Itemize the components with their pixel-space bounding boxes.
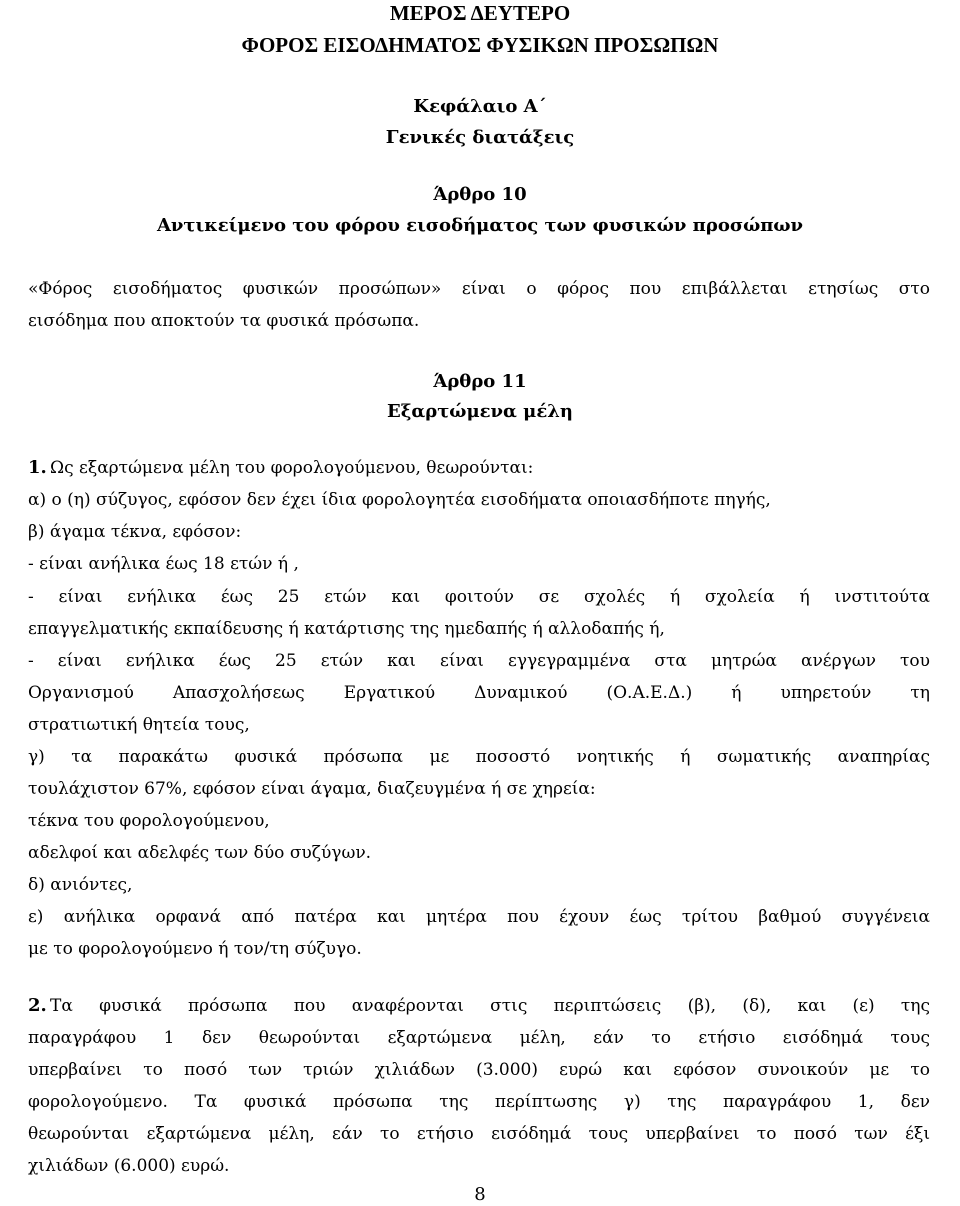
part-heading: ΜΕΡΟΣ ΔΕΥΤΕΡΟ — [389, 1, 571, 25]
paragraph-line: β) άγαμα τέκνα, εφόσον: — [28, 522, 242, 542]
article-11-number: Άρθρο 11 — [433, 371, 527, 392]
chapter-title: Γενικές διατάξεις — [385, 127, 575, 148]
paragraph-line: - είναι ενήλικα έως 25 ετών και είναι εγγεγραμμένα στα μητρώα ανέργων του — [28, 651, 930, 671]
paragraph-line: επαγγελματικής εκπαίδευσης ή κατάρτισης της ημεδαπής ή αλλοδαπής ή, — [28, 619, 665, 639]
article-10-number: Άρθρο 10 — [433, 184, 527, 205]
article-10-text-line: «Φόρος εισοδήματος φυσικών προσώπων» είναι ο φόρος που επιβάλλεται ετησίως στο — [28, 279, 930, 299]
paragraph-line: ε) ανήλικα ορφανά από πατέρα και μητέρα που έχουν έως τρίτου βαθμού συγγένεια — [28, 907, 930, 927]
paragraph-line: α) ο (η) σύζυγος, εφόσον δεν έχει ίδια φορολογητέα εισοδήματα οποιασδήποτε πηγής, — [28, 490, 771, 510]
paragraph-line: τουλάχιστον 67%, εφόσον είναι άγαμα, διαζευγμένα ή σε χηρεία: — [28, 779, 596, 799]
paragraph-line: Τα φυσικά πρόσωπα που αναφέρονται στις περιπτώσεις (β), (δ), και (ε) της — [50, 996, 930, 1016]
article-11-title: Εξαρτώμενα μέλη — [386, 401, 573, 422]
paragraph-line: γ) τα παρακάτω φυσικά πρόσωπα με ποσοστό νοητικής ή σωματικής αναπηρίας — [28, 747, 930, 767]
paragraph-line: - είναι ανήλικα έως 18 ετών ή , — [28, 554, 299, 574]
paragraph-line: υπερβαίνει το ποσό των τριών χιλιάδων (3.000) ευρώ και εφόσον συνοικούν με το — [28, 1060, 930, 1080]
paragraph-1-number: 1. — [28, 457, 47, 478]
page-number: 8 — [474, 1184, 486, 1205]
paragraph-line: με το φορολογούμενο ή τον/τη σύζυγο. — [28, 939, 362, 959]
chapter-number: Κεφάλαιο Α΄ — [413, 96, 547, 117]
article-10-text-line: εισόδημα που αποκτούν τα φυσικά πρόσωπα. — [28, 311, 420, 331]
paragraph-line: θεωρούνται εξαρτώμενα μέλη, εάν το ετήσιο εισόδημά τους υπερβαίνει το ποσό των έξι — [28, 1124, 930, 1144]
paragraph-line: παραγράφου 1 δεν θεωρούνται εξαρτώμενα μέλη, εάν το ετήσιο εισόδημά τους — [28, 1028, 930, 1048]
paragraph-line: Ως εξαρτώμενα μέλη του φορολογούμενου, θεωρούνται: — [50, 458, 534, 478]
paragraph-line: αδελφοί και αδελφές των δύο συζύγων. — [28, 843, 372, 863]
paragraph-line: φορολογούμενο. Τα φυσικά πρόσωπα της περίπτωσης γ) της παραγράφου 1, δεν — [28, 1092, 930, 1112]
paragraph-line: - είναι ενήλικα έως 25 ετών και φοιτούν σε σχολές ή σχολεία ή ινστιτούτα — [28, 587, 930, 607]
paragraph-line: χιλιάδων (6.000) ευρώ. — [28, 1156, 230, 1176]
paragraph-line: δ) ανιόντες, — [28, 875, 133, 895]
paragraph-2-number: 2. — [28, 995, 47, 1016]
paragraph-line: στρατιωτική θητεία τους, — [28, 715, 250, 735]
article-10-title: Αντικείμενο του φόρου εισοδήματος των φυσικών προσώπων — [156, 215, 804, 236]
paragraph-line: Οργανισμού Απασχολήσεως Εργατικού Δυναμικού (Ο.Α.Ε.Δ.) ή υπηρετούν τη — [28, 683, 930, 703]
paragraph-line: τέκνα του φορολογούμενου, — [28, 811, 270, 831]
section-title: ΦΟΡΟΣ ΕΙΣΟΔΗΜΑΤΟΣ ΦΥΣΙΚΩΝ ΠΡΟΣΩΠΩΝ — [241, 33, 719, 57]
